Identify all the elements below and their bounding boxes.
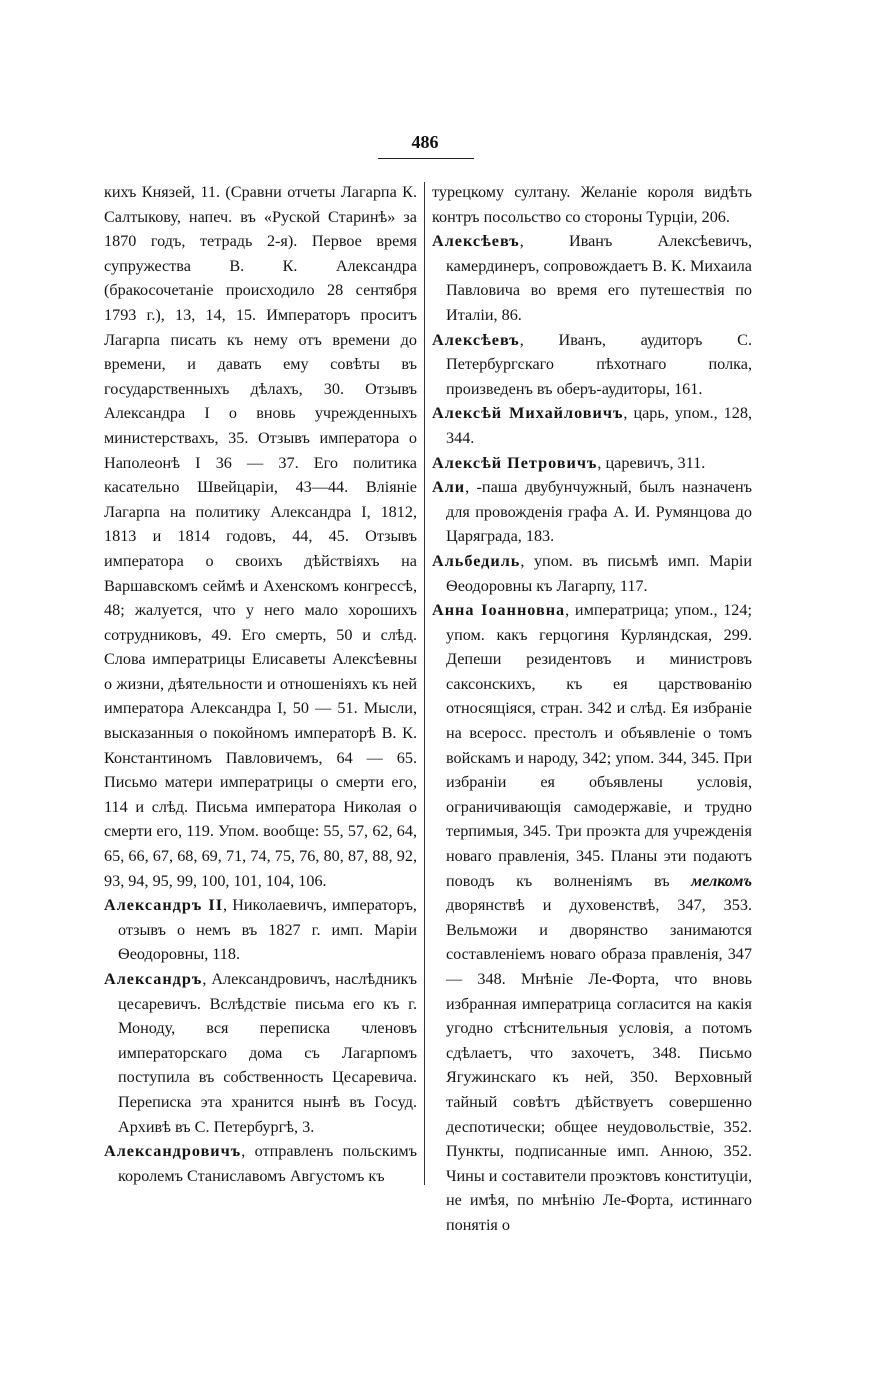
entry-headword: Александръ xyxy=(104,970,203,988)
entry-headword: Алексѣй Петровичъ xyxy=(432,453,598,472)
index-entry xyxy=(432,328,752,402)
entry-headword: Александръ II xyxy=(104,896,224,915)
entry-text: , царевичъ, 311. xyxy=(597,453,706,472)
index-entry xyxy=(432,229,752,327)
entry-text: , Иванъ, аудиторъ С. Петербургскаго пѣхотнаго полка, произведенъ въ оберъ-аудиторы, 161. xyxy=(446,330,752,398)
entry-headword: Алексѣевъ xyxy=(432,232,520,251)
entry-headword: Александровичъ xyxy=(104,1142,242,1161)
entry-emphasis: мелкомъ xyxy=(691,871,752,890)
entry-text: , -паша двубунчужный, былъ назначенъ для провожденія графа А. И. Румянцова до Царяграда, 183. xyxy=(446,478,752,546)
entry-headword: Анна Іоанновна xyxy=(432,601,566,620)
entry-headword: Алексѣй Михайловичъ xyxy=(432,404,624,423)
index-entry xyxy=(432,451,752,476)
entry-headword: Алексѣевъ xyxy=(432,330,520,349)
index-entry xyxy=(104,1139,417,1188)
column-divider xyxy=(424,182,425,1185)
entry-text: , Николаевичъ, императоръ, отзывъ о немъ въ 1827 г. имп. Маріи Ѳеодоровны, 118. xyxy=(118,896,417,964)
index-entry xyxy=(432,475,752,549)
index-entry xyxy=(432,549,752,598)
page-number: 486 xyxy=(411,132,439,152)
index-entry xyxy=(104,893,417,967)
entry-text: , Александровичъ, наслѣдникъ цесаревичъ. Вслѣдствіе письма его къ г. Моноду, вся переписка членовъ императорскаго дома съ Лагарпомъ поступила въ собственность Цесаревича. Переписка эта хранится нынѣ въ Госуд. Архивѣ въ С. Петербургѣ, 3. xyxy=(118,970,417,1136)
header-rule xyxy=(378,158,474,159)
entry-text: , отправленъ польскимъ королемъ Станиславомъ Августомъ къ xyxy=(118,1142,417,1185)
entry-text: , Иванъ Алексѣевичъ, камердинеръ, сопровождаетъ В. К. Михаила Павловича во время его путешествія по Италіи, 86. xyxy=(446,232,752,324)
entry-headword: Альбедиль xyxy=(432,551,521,570)
index-entry xyxy=(104,967,417,1139)
right-column xyxy=(432,180,752,1238)
entry-text: , царь, упом., 128, 344. xyxy=(446,404,753,447)
left-column xyxy=(104,180,417,1188)
entry-headword: Али xyxy=(432,478,466,497)
entry-text-continued: дворянствѣ и духовенствѣ, 347, 353. Вельможи и дворянство занимаются составленіемъ новаго образа правленія, 347 — 348. Мнѣніе Ле-Форта, что вновь избранная императрица согласится на какія угодно стѣснительныя условія, а потомъ сдѣлаетъ, что захочетъ, 348. Письмо Ягужинскаго къ ней, 350. Верховный тайный совѣтъ дѣйствуетъ совершенно деспотически; общее неудовольствіе, 352. Пункты, подписанные имп. Анною, 352. Чины и составители проэктовъ конституціи, не имѣя, по мнѣнію Ле-Форта, истиннаго понятія о xyxy=(446,896,752,1234)
index-entry xyxy=(104,180,417,893)
entry-text: кихъ Князей, 11. (Сравни отчеты Лагарпа К. Салтыкову, напеч. въ «Руской Старинѣ» за 1870 годъ, тетрадь 2-я). Первое время супружества В. К. Александра (бракосочетаніе происходило 28 сентября 1793 г.), 13, 14, 15. Императоръ проситъ Лагарпа писать къ нему отъ времени до времени, и давать ему совѣты въ государственныхъ дѣлахъ, 30. Отзывъ Александра I о вновь учрежденныхъ министерствахъ, 35. Отзывъ императора о Наполеонѣ I 36 — 37. Его политика касательно Швейцаріи, 43—44. Вліяніе Лагарпа на политику Александра I, 1812, 1813 и 1814 годовъ, 44, 45. Отзывъ императора о своихъ дѣйствіяхъ на Варшавскомъ сеймѣ и Ахенскомъ конгрессѣ, 48; жалуется, что у него мало хорошихъ сотрудниковъ, 49. Его смерть, 50 и слѣд. Слова императрицы Елисаветы Алексѣевны о жизни, дѣятельности и отношеніяхъ къ ней императора Александра I, 50 — 51. Мысли, высказанныя о покойномъ императорѣ В. К. Константиномъ Павловичемъ, 64 — 65. Письмо матери императрицы о смерти его, 114 и слѣд. Письма императора Николая о смерти его, 119. Упом. вообще: 55, 57, 62, 64, 65, 66, 67, 68, 69, 71, 74, 75, 76, 80, 87, 88, 92, 93, 94, 95, 99, 100, 101, 104, 106. xyxy=(104,183,417,890)
entry-text: , императрица; упом., 124; упом. какъ герцогиня Курляндская, 299. Депеши резидентовъ и министровъ саксонскихъ, къ ея царствованію относящіяся, стран. 342 и слѣд. Ея избраніе на всеросс. престолъ и объявленіе о томъ войскамъ и народу, 342; упом. 344, 345. При избраніи ея объявлены условія, ограничивающія самодержавіе, и трудно терпимыя, 345. Три проэкта для учрежденія новаго правленія, 345. Планы эти подаютъ поводъ къ волненіямъ въ xyxy=(446,601,752,890)
index-entry xyxy=(432,180,752,229)
index-entry xyxy=(432,401,752,450)
entry-text: , упом. въ письмѣ имп. Маріи Ѳеодоровны къ Лагарпу, 117. xyxy=(446,551,752,595)
entry-text: турецкому султану. Желаніе короля видѣть контръ посольство со стороны Турціи, 206. xyxy=(432,183,752,226)
index-entry xyxy=(432,598,752,1237)
